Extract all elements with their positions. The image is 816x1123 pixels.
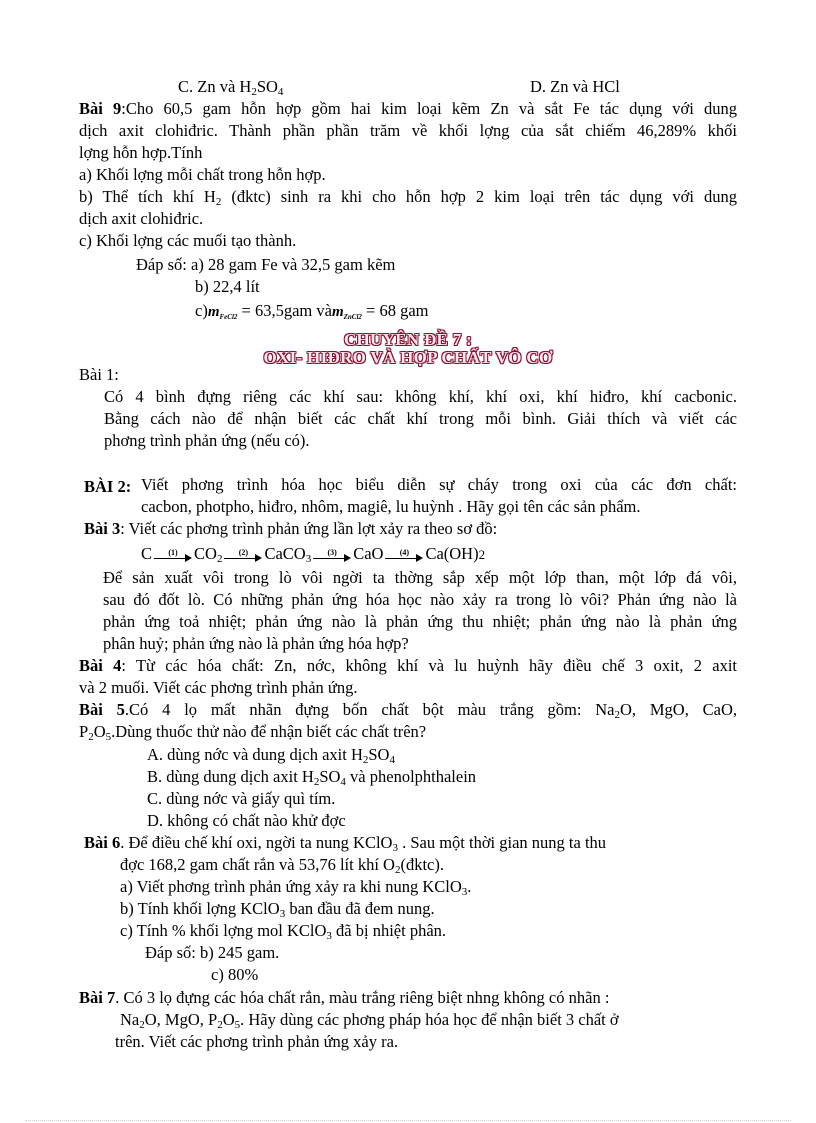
bai9-line3 bbox=[79, 143, 202, 163]
text: (4) bbox=[399, 548, 410, 558]
arrow-3 bbox=[313, 550, 351, 560]
text: Đáp số: a) 28 gam Fe và 32,5 gam kẽm bbox=[136, 255, 396, 274]
sub: 3 bbox=[461, 886, 468, 898]
bai2-label bbox=[84, 477, 131, 497]
text: CaO bbox=[353, 544, 384, 563]
text: a) Viết phơng trình phản ứng xảy ra khi nung KClO bbox=[120, 877, 462, 896]
text: D. Zn và HCl bbox=[530, 77, 620, 96]
bai9-a bbox=[79, 165, 326, 185]
text: CaCO bbox=[264, 544, 306, 563]
bai6-line2 bbox=[120, 855, 444, 875]
bai2-line2 bbox=[141, 497, 640, 517]
option-d-line bbox=[530, 77, 620, 97]
bai3-p1 bbox=[103, 568, 737, 588]
text: Bài 3 bbox=[84, 519, 121, 538]
text: Bài 7 bbox=[79, 988, 116, 1007]
text: 2 bbox=[478, 547, 486, 562]
bai3-p2 bbox=[103, 590, 737, 610]
option-c-line bbox=[178, 77, 283, 97]
arrow-1 bbox=[154, 550, 192, 560]
text: (3) bbox=[327, 548, 337, 558]
text: 2 bbox=[233, 313, 238, 321]
text: Bài 6 bbox=[84, 833, 121, 852]
bai9-line2 bbox=[79, 121, 737, 141]
text: = 63,5gam và bbox=[237, 301, 332, 320]
bai1-line3 bbox=[104, 431, 310, 451]
sub: 2 bbox=[139, 1019, 145, 1031]
bai7-line2 bbox=[120, 1010, 619, 1030]
text: c) Tính % khối lợng mol KClO bbox=[120, 921, 327, 940]
text: SO bbox=[256, 77, 278, 96]
text: (1) bbox=[168, 548, 178, 558]
sub: 2 bbox=[217, 1019, 223, 1031]
text: trên. Viết các phơng trình phản ứng xảy ra. bbox=[115, 1032, 399, 1051]
bai6-a bbox=[120, 877, 471, 897]
text: C bbox=[141, 544, 153, 563]
bai5-option-c bbox=[147, 789, 335, 809]
text: sau đó đốt lò. Có những phản ứng hóa học nào xảy ra trong lò vôi? Phản ứng nào là bbox=[103, 590, 737, 609]
bai1-line1 bbox=[104, 387, 737, 407]
text: phản ứng toả nhiệt; phản ứng nào là phản ứng thu nhiệt; phản ứng nào là phản ứng bbox=[103, 612, 737, 631]
bai9-b bbox=[79, 187, 737, 207]
text: CO bbox=[194, 544, 217, 563]
bai1-line2 bbox=[104, 409, 737, 429]
text: ban đầu đã đem nung. bbox=[285, 899, 435, 918]
bai7-line3 bbox=[115, 1032, 398, 1052]
sub: 3 bbox=[305, 553, 312, 565]
bai6-line1 bbox=[84, 833, 606, 853]
bai5-option-d bbox=[147, 811, 346, 831]
text: B. dùng dung dịch axit H bbox=[147, 767, 314, 786]
text: SO bbox=[368, 745, 390, 764]
sub: 5 bbox=[234, 1019, 241, 1031]
text: lợng hỗn hợp.Tính bbox=[79, 143, 203, 162]
bai1-label: Bài 1: bbox=[79, 365, 119, 384]
text: : Viết các phơng trình phản ứng lần lợt xảy ra theo sơ đồ: bbox=[120, 519, 498, 538]
text: dịch axit clohiđric. Thành phần phần trăm về khối lợng của sắt chiếm 46,289% khối bbox=[79, 121, 737, 140]
footer-divider bbox=[25, 1120, 791, 1121]
sub: 5 bbox=[105, 731, 112, 743]
text: a) Khối lợng mỗi chất trong hỗn hợp. bbox=[79, 165, 326, 184]
text: 2 bbox=[358, 313, 362, 321]
text: C. dùng nớc và giấy quì tím. bbox=[147, 789, 336, 808]
arrow-2 bbox=[224, 550, 262, 560]
bai9-line1 bbox=[79, 99, 737, 119]
text: O bbox=[222, 1010, 235, 1029]
text: (2) bbox=[238, 548, 249, 558]
bai9-c bbox=[79, 231, 296, 251]
bai3-p3 bbox=[103, 612, 737, 632]
bai2-line1 bbox=[141, 475, 737, 495]
text: O, MgO, P bbox=[144, 1010, 218, 1029]
text: O, MgO, CaO, bbox=[620, 700, 738, 719]
text: .Dùng thuốc thử nào để nhận biết các chất trên? bbox=[111, 722, 427, 741]
sub: 2 bbox=[394, 864, 401, 876]
bai3-scheme bbox=[141, 544, 485, 565]
sub bbox=[344, 313, 362, 321]
text: Bằng cách nào để nhận biết các chất khí trong mỗi bình. Giải thích và viết các bbox=[104, 409, 737, 428]
text: phân huỷ; phản ứng nào là phản ứng hóa hợp? bbox=[103, 634, 409, 653]
text: FeCl bbox=[219, 313, 234, 321]
text: cacbon, photpho, hiđro, nhôm, magiê, lu huỳnh . Hãy gọi tên các sản phẩm. bbox=[141, 497, 641, 516]
bai9-answer-c bbox=[195, 301, 429, 322]
bai5-line1 bbox=[79, 700, 737, 720]
text: .Có 4 lọ mất nhãn đựng bốn chất bột màu trắng gồm: Na bbox=[124, 700, 615, 719]
sub: 2 bbox=[215, 196, 222, 208]
text: . Hãy dùng các phơng pháp hóa học để nhận biết 3 chất ở bbox=[240, 1010, 619, 1029]
text: BÀI 2: bbox=[84, 477, 132, 496]
sub: 3 bbox=[326, 930, 332, 942]
text: D. không có chất nào khử đợc bbox=[147, 811, 346, 830]
topic-title-2: OXI- HIĐRO VÀ HỢP CHẤT VÔ CƠ bbox=[263, 348, 553, 367]
bai9-b2 bbox=[79, 209, 203, 229]
text: b) Thể tích khí H bbox=[79, 187, 216, 206]
text: . Có 3 lọ đựng các hóa chất rắn, màu trắng riêng biệt nhng không có nhãn : bbox=[115, 988, 610, 1007]
text: A. dùng nớc và dung dịch axit H bbox=[147, 745, 363, 764]
sub: 3 bbox=[392, 842, 398, 854]
bai6-b bbox=[120, 899, 435, 919]
text: và 2 muối. Viết các phơng trình phản ứng. bbox=[79, 678, 358, 697]
text: . bbox=[467, 877, 472, 896]
sub: 4 bbox=[340, 776, 346, 788]
bai3-p4 bbox=[103, 634, 409, 654]
bai4-line2 bbox=[79, 678, 358, 698]
text: C. Zn và H bbox=[178, 77, 252, 96]
bai5-line2 bbox=[79, 722, 426, 742]
bai6-answer-b bbox=[145, 943, 279, 963]
text: . Để điều chế khí oxi, ngời ta nung KClO bbox=[120, 833, 393, 852]
text: đã bị nhiệt phân. bbox=[331, 921, 447, 940]
bai5-option-b bbox=[147, 767, 476, 787]
text: Đáp số: b) 245 gam. bbox=[145, 943, 280, 962]
bai9-answer-b bbox=[195, 277, 260, 297]
text: dịch axit clohiđric. bbox=[79, 209, 204, 228]
text: phơng trình phản ứng (nếu có). bbox=[104, 431, 310, 450]
text: Bài 4 bbox=[79, 656, 122, 675]
sub: 2 bbox=[362, 754, 369, 766]
text: và phenolphthalein bbox=[345, 767, 477, 786]
text: c) Khối lợng các muối tạo thành. bbox=[79, 231, 297, 250]
text: (đktc) sinh ra khi cho hỗn hợp 2 kim loại trên tác dụng với dung bbox=[221, 187, 737, 206]
text: b) 22,4 lít bbox=[195, 277, 260, 296]
bai9-label: Bài 9 bbox=[79, 99, 122, 118]
text: P bbox=[79, 722, 89, 741]
text: = 68 gam bbox=[361, 301, 429, 320]
sub: 2 bbox=[216, 553, 223, 565]
text: Ca(OH) bbox=[425, 544, 479, 563]
text: c) bbox=[195, 301, 208, 320]
bai6-c bbox=[120, 921, 446, 941]
text: Na bbox=[120, 1010, 140, 1029]
text: O bbox=[93, 722, 106, 741]
text: b) Tính khối lợng KClO bbox=[120, 899, 280, 918]
mass-symbol: m bbox=[331, 304, 344, 320]
sub bbox=[220, 313, 238, 321]
bai4-line1 bbox=[79, 656, 737, 676]
sub: 3 bbox=[279, 908, 286, 920]
text: (đktc). bbox=[400, 855, 444, 874]
sub: 2 bbox=[88, 731, 94, 743]
text: ZnCl bbox=[343, 313, 359, 321]
text: Viết phơng trình hóa học biểu diễn sự cháy trong oxi của các đơn chất: bbox=[141, 475, 737, 494]
text: :Cho 60,5 gam hỗn hợp gồm hai kim loại kẽm Zn và sắt Fe tác dụng với dung bbox=[121, 99, 737, 118]
text: c) 80% bbox=[211, 965, 259, 984]
text: Bài 5 bbox=[79, 700, 125, 719]
text: : Từ các hóa chất: Zn, nớc, không khí và lu huỳnh hãy điều chế 3 oxit, 2 axit bbox=[121, 656, 737, 675]
arrow-4 bbox=[385, 550, 423, 560]
mass-symbol: m bbox=[207, 304, 220, 320]
text: Để sản xuất vôi trong lò vôi ngời ta thờng sắp xếp một lớp than, một lớp đá vôi, bbox=[103, 568, 737, 587]
bai5-option-a bbox=[147, 745, 395, 765]
sub: 2 bbox=[614, 709, 620, 721]
bai3-line1 bbox=[84, 519, 497, 539]
text: . Sau một thời gian nung ta thu bbox=[397, 833, 607, 852]
bai9-answer-a bbox=[136, 255, 395, 275]
sub: 2 bbox=[251, 86, 257, 98]
bai6-answer-c bbox=[211, 965, 258, 985]
text: Có 4 bình đựng riêng các khí sau: không khí, khí oxi, khí hiđro, khí cacbonic. bbox=[104, 387, 737, 406]
topic-title-1: CHUYÊN ĐỀ 7 : bbox=[343, 330, 473, 349]
sub: 4 bbox=[389, 754, 395, 766]
text: đợc 168,2 gam chất rắn và 53,76 lít khí O bbox=[120, 855, 395, 874]
sub: 4 bbox=[277, 86, 284, 98]
text: SO bbox=[319, 767, 341, 786]
bai7-line1 bbox=[79, 988, 609, 1008]
sub: 2 bbox=[313, 776, 320, 788]
